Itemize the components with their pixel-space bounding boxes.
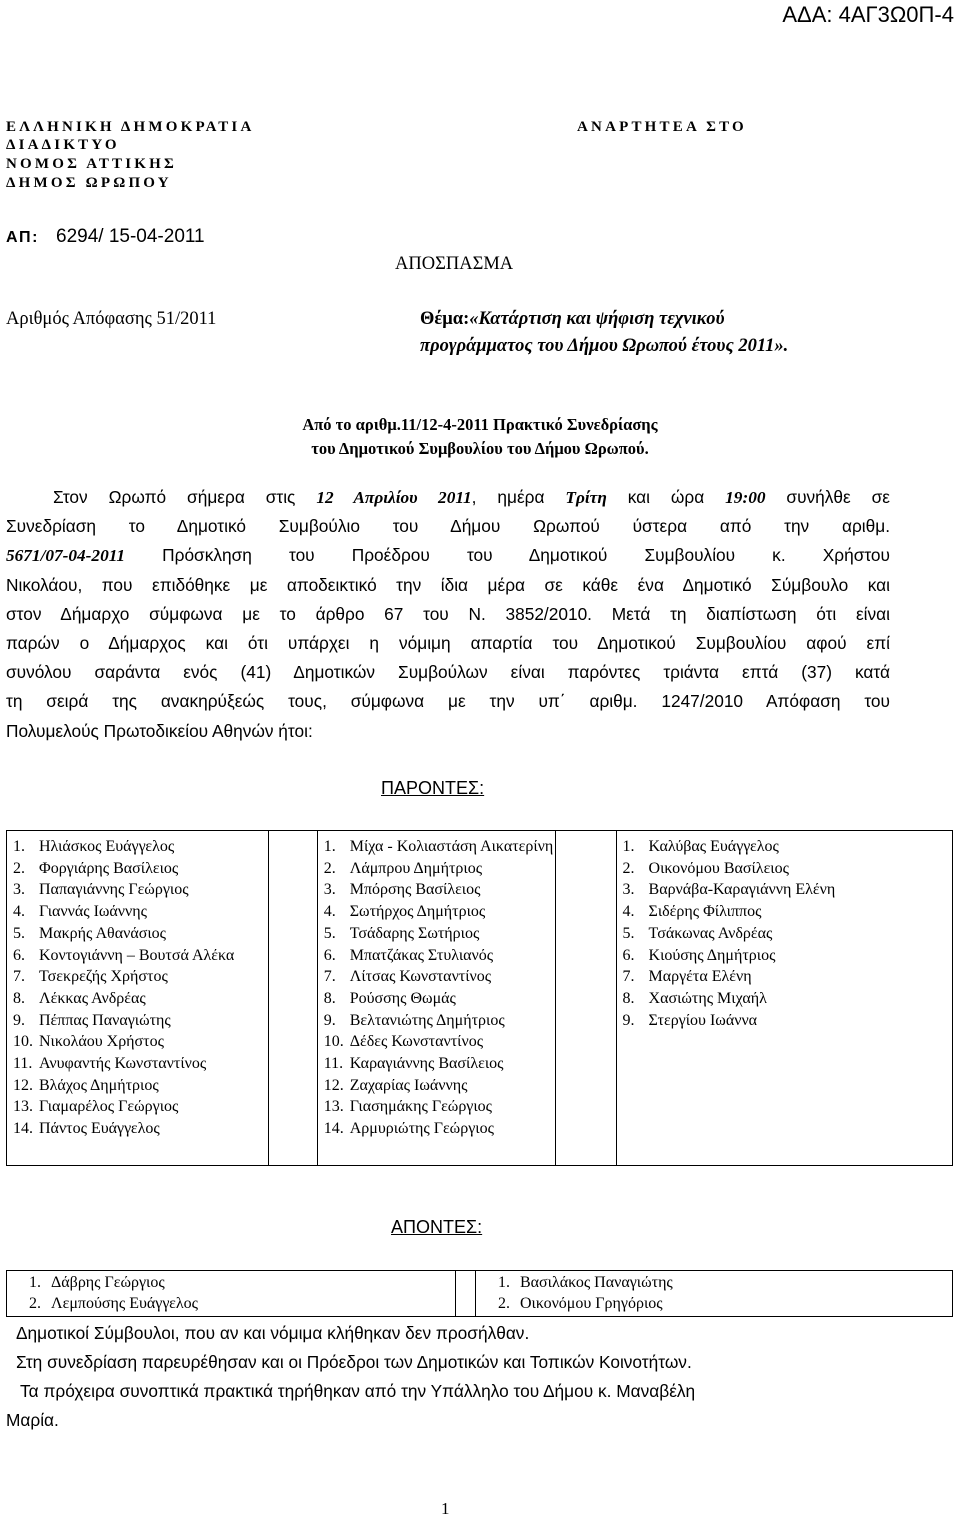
list-item [318, 901, 555, 923]
member-name: Μπόρσης Βασίλειος [349, 881, 481, 899]
header-line-3: ΝΟΜΟΣ ΑΤΤΙΚΗΣ [6, 156, 178, 172]
item-number: 10. [13, 1033, 33, 1051]
footer-line-2: Στη συνεδρίαση παρευρέθησαν και οι Πρόεδροι των Δημοτικών και Τοπικών Κοινοτήτων. [16, 1352, 692, 1372]
list-item [476, 1272, 952, 1293]
list-item [318, 1010, 555, 1032]
member-name: Ρούσσης Θωμάς [349, 989, 456, 1007]
list-item [7, 836, 268, 858]
list-item [617, 923, 952, 945]
item-number: 2. [323, 859, 336, 877]
item-number: 13. [323, 1098, 344, 1116]
present-list-3 [617, 831, 952, 1031]
present-title: ΠΑΡΟΝΤΕΣ: [381, 778, 485, 798]
list-item [617, 945, 952, 967]
list-item [318, 966, 555, 988]
item-number: 8. [13, 989, 25, 1007]
member-name: Σωτήρχος Δημήτριος [349, 903, 486, 921]
list-item [318, 879, 555, 901]
member-name: Δέδες Κωνσταντίνος [349, 1033, 484, 1051]
item-number: 5. [323, 924, 336, 942]
item-number: 3. [13, 881, 25, 899]
member-name: Τσεκρεζής Χρήστος [39, 968, 168, 986]
member-name: Οικονόμου Βασίλειος [648, 859, 789, 877]
member-name: Βαρνάβα-Καραγιάννη Ελένη [648, 881, 836, 899]
item-number: 6. [13, 946, 25, 964]
list-item [617, 879, 952, 901]
member-name: Γιασημάκης Γεώργιος [349, 1098, 493, 1116]
list-item [617, 966, 952, 988]
list-item [617, 1010, 952, 1032]
list-item [7, 988, 268, 1010]
member-name: Τσάδαρης Σωτήριος [349, 924, 480, 942]
present-gap-2 [555, 831, 616, 1166]
member-name: Γιαννάς Ιωάννης [39, 903, 147, 921]
item-number: 4. [622, 903, 635, 921]
member-name: Πάντος Ευάγγελος [39, 1120, 160, 1138]
item-number: 1. [323, 838, 336, 855]
member-name: Καραγιάννης Βασίλειος [349, 1055, 504, 1073]
item-number: 7. [323, 968, 336, 986]
item-number: 12. [13, 1076, 33, 1094]
list-item [318, 988, 555, 1010]
list-item [318, 1118, 555, 1140]
member-name: Βελτανιώτης Δημήτριος [349, 1011, 505, 1029]
list-item [318, 1031, 555, 1053]
present-list-1 [7, 831, 268, 1140]
item-number: 2. [622, 859, 635, 877]
member-name: Λεμπούσης Ευάγγελος [51, 1295, 198, 1313]
list-item [7, 966, 268, 988]
item-number: 9. [13, 1011, 25, 1029]
body-line-8: τη σειρά της ανακηρύξεώς τους, σύμφωνα με την υπ΄ αριθμ. 1247/2010 Απόφαση του [6, 691, 890, 712]
member-name: Ζαχαρίας Ιωάννης [349, 1076, 468, 1094]
decision-number: Αριθμός Απόφασης 51/2011 [6, 309, 217, 329]
member-name: Ηλιάσκος Ευάγγελος [39, 838, 175, 855]
absent-column-1 [7, 1271, 456, 1317]
member-name: Καλύβας Ευάγγελος [648, 838, 779, 855]
member-name: Αρμυριώτης Γεώργιος [349, 1120, 494, 1138]
list-item [476, 1293, 952, 1314]
item-number: 5. [13, 924, 25, 942]
page-number: 1 [441, 1499, 450, 1518]
member-name: Λίτσας Κωνσταντίνος [349, 968, 492, 986]
list-item [318, 945, 555, 967]
member-name: Πέππας Παναγιώτης [39, 1011, 171, 1029]
member-name: Παπαγιάννης Γεώργιος [39, 881, 189, 899]
member-name: Δάβρης Γεώργιος [51, 1274, 165, 1291]
header-line-4: ΔΗΜΟΣ ΩΡΩΠΟΥ [6, 175, 172, 191]
item-number: 6. [323, 946, 336, 964]
list-item [7, 858, 268, 880]
item-number: 12. [323, 1076, 344, 1094]
member-name: Φοργιάρης Βασίλειος [39, 859, 179, 877]
absent-list-1 [7, 1271, 455, 1314]
protocol-label: ΑΠ: [6, 229, 39, 246]
member-name: Μαργέτα Ελένη [648, 968, 752, 986]
list-item [617, 836, 952, 858]
apospasma-title: ΑΠΟΣΠΑΣΜΑ [395, 254, 514, 274]
list-item [7, 1118, 268, 1140]
list-item [318, 858, 555, 880]
list-item [7, 901, 268, 923]
list-item [7, 1096, 268, 1118]
member-name: Σιδέρης Φίλιππος [648, 903, 762, 921]
body-paragraph [6, 483, 890, 746]
absent-gap [456, 1271, 476, 1317]
member-name: Κιούσης Δημήτριος [648, 946, 776, 964]
header-line-2: ΔΙΑΔΙΚΤΥΟ [6, 137, 120, 153]
item-number: 2. [13, 859, 25, 877]
member-name: Στεργίου Ιωάννα [648, 1011, 758, 1029]
list-item [318, 1075, 555, 1097]
body-line-7: συνόλου σαράντα ενός (41) Δημοτικών Συμβούλων είναι παρόντες τριάντα επτά (37) κατά [6, 662, 890, 683]
member-name: Βλάχος Δημήτριος [39, 1076, 159, 1094]
list-item [318, 836, 555, 858]
list-item [7, 945, 268, 967]
item-number: 6. [622, 946, 635, 964]
member-name: Βασιλάκος Παναγιώτης [520, 1274, 673, 1291]
absent-table [6, 1270, 953, 1317]
body-line-6: παρών ο Δήμαρχος και ότι υπάρχει η νόμιμη απαρτία του Δημοτικού Συμβουλίου αφού επί [6, 632, 890, 653]
item-number: 8. [323, 989, 336, 1007]
body-line-4: Νικολάου, που επιδόθηκε με αποδεικτικό την ίδια μέρα σε κάθε ένα Δημοτικό Σύμβουλο και [6, 574, 890, 595]
list-item [318, 923, 555, 945]
item-number: 1. [498, 1274, 510, 1291]
body-line-3: 5671/07-04-2011 Πρόσκληση του Προέδρου του Δημοτικού Συμβουλίου κ. Χρήστου [6, 545, 890, 566]
item-number: 1. [29, 1274, 41, 1291]
member-name: Τσάκωνας Ανδρέας [648, 924, 773, 942]
item-number: 3. [622, 881, 635, 899]
list-item [7, 1272, 455, 1293]
subject-label: Θέμα: [420, 309, 470, 329]
body-line-2: Συνεδρίαση το Δημοτικό Συμβούλιο του Δήμου Ωρωπού ύστερα από την αριθμ. [6, 516, 890, 537]
item-number: 10. [323, 1033, 344, 1051]
item-number: 1. [13, 838, 25, 855]
list-item [318, 1096, 555, 1118]
present-column-1 [7, 831, 269, 1166]
header-right: ΑΝΑΡΤΗΤΕΑ ΣΤΟ [577, 119, 747, 135]
item-number: 4. [13, 903, 25, 921]
present-table [6, 830, 953, 1166]
absent-title: ΑΠΟΝΤΕΣ: [391, 1217, 483, 1237]
member-name: Λάμπρου Δημήτριος [349, 859, 483, 877]
subject-line-1 [420, 309, 725, 330]
protocol-value: 6294/ 15-04-2011 [56, 226, 205, 247]
absent-column-2 [476, 1271, 953, 1317]
item-number: 14. [13, 1120, 33, 1138]
item-number: 2. [498, 1295, 510, 1313]
present-column-2 [317, 831, 555, 1166]
present-gap-1 [269, 831, 318, 1166]
item-number: 9. [622, 1011, 635, 1029]
member-name: Γιαμαρέλος Γεώργιος [39, 1098, 179, 1116]
list-item [617, 988, 952, 1010]
item-number: 4. [323, 903, 336, 921]
item-number: 11. [323, 1055, 344, 1073]
footer-line-1: Δημοτικοί Σύμβουλοι, που αν και νόμιμα κλήθηκαν δεν προσήλθαν. [16, 1323, 530, 1343]
footer-line-3: Τα πρόχειρα συνοπτικά πρακτικά τηρήθηκαν από την Υπάλληλο του Δήμου κ. Μαναβέλη [20, 1381, 696, 1401]
item-number: 1. [622, 838, 635, 855]
body-line-5: στον Δήμαρχο σύμφωνα με το άρθρο 67 του Ν. 3852/2010. Μετά τη διαπίστωση ότι είναι [6, 603, 890, 624]
body-line-9: Πολυμελούς Πρωτοδικείου Αθηνών ήτοι: [6, 720, 313, 741]
subject-line-2: προγράμματος του Δήμου Ωρωπού έτους 2011». [420, 336, 789, 356]
member-name: Νικολάου Χρήστος [39, 1033, 164, 1051]
member-name: Λέκκας Ανδρέας [39, 989, 146, 1007]
member-name: Κοντογιάννη – Βουτσά Αλέκα [39, 946, 235, 964]
absent-list-2 [476, 1271, 952, 1314]
list-item [617, 901, 952, 923]
praktiko-line-1: Από το αριθμ.11/12-4-2011 Πρακτικό Συνεδρίασης [302, 415, 658, 434]
list-item [617, 858, 952, 880]
list-item [7, 1075, 268, 1097]
present-list-2 [318, 831, 555, 1140]
member-name: Οικονόμου Γρηγόριος [520, 1295, 663, 1313]
member-name: Μακρής Αθανάσιος [39, 924, 166, 942]
member-name: Ανυφαντής Κωνσταντίνος [39, 1055, 207, 1073]
list-item [7, 879, 268, 901]
ada-code: ΑΔΑ: 4ΑΓ3Ω0Π-4 [782, 2, 954, 27]
member-name: Μίχα - Κολιαστάση Αικατερίνη [349, 838, 554, 855]
item-number: 7. [13, 968, 25, 986]
list-item [7, 923, 268, 945]
item-number: 11. [13, 1055, 33, 1073]
list-item [7, 1053, 268, 1075]
member-name: Χασιώτης Μιχαήλ [648, 989, 767, 1007]
list-item [7, 1031, 268, 1053]
item-number: 3. [323, 881, 336, 899]
item-number: 9. [323, 1011, 336, 1029]
item-number: 5. [622, 924, 635, 942]
praktiko-line-2: του Δημοτικού Συμβουλίου του Δήμου Ωρωπού. [311, 439, 649, 458]
present-column-3 [616, 831, 952, 1166]
item-number: 14. [323, 1120, 344, 1138]
list-item [7, 1293, 455, 1314]
header-line-1: ΕΛΛΗΝΙΚΗ ΔΗΜΟΚΡΑΤΙΑ [6, 119, 255, 135]
item-number: 7. [622, 968, 635, 986]
footer-line-4: Μαρία. [6, 1410, 59, 1430]
list-item [7, 1010, 268, 1032]
item-number: 13. [13, 1098, 33, 1116]
body-line-1: Στον Ωρωπό σήμερα στις 12 Απριλίου 2011, ημέρα Τρίτη και ώρα 19:00 συνήλθε σε [53, 487, 891, 507]
member-name: Μπατζάκας Στυλιανός [349, 946, 494, 964]
item-number: 8. [622, 989, 635, 1007]
list-item [318, 1053, 555, 1075]
item-number: 2. [29, 1295, 41, 1313]
subject-text-1: «Κατάρτιση και ψήφιση τεχνικού [469, 309, 725, 329]
